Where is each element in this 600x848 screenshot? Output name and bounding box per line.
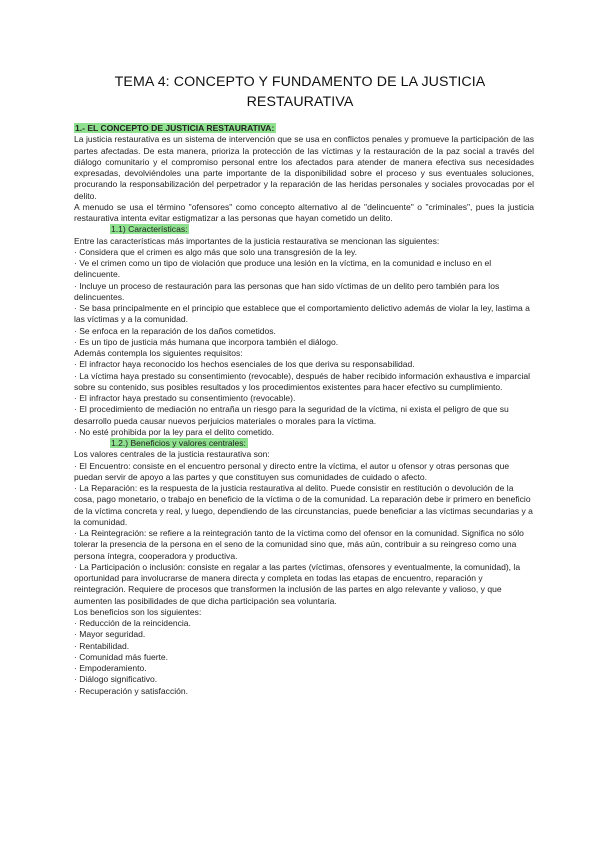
values-intro: Los valores centrales de la justicia restaurativa son: — [74, 449, 270, 460]
list-item: · Se enfoca en la reparación de los daños cometidos. — [74, 325, 276, 336]
list-item: · Es un tipo de justicia más humana que incorpora también el diálogo. — [74, 336, 339, 347]
list-item: · La Reparación: es la respuesta de la justicia restaurativa al delito. Puede consistir en restitución o devolución de la cosa, pago monetario, o trabajo en beneficio de la víctima o de la comunidad. La reparación debe ir primero en beneficio de la víctima concreta y real, y luego, dependiendo de las circunstancias, puede beneficiar a las víctimas secundarias y a la comunidad. — [74, 483, 533, 527]
list-item: · Rentabilidad. — [74, 640, 130, 651]
section-1-2-heading: 1.2.) Beneficios y valores centrales: — [111, 438, 246, 448]
list-item: · El infractor haya reconocido los hechos esenciales de los que deriva su responsabilidad. — [74, 359, 415, 370]
title-line-1: TEMA 4: CONCEPTO Y FUNDAMENTO DE LA JUSTICIA — [114, 74, 486, 90]
requirements-intro: Además contempla los siguientes requisitos: — [74, 348, 243, 358]
list-item: · Reducción de la reincidencia. — [74, 618, 191, 628]
page-title — [0, 72, 600, 112]
list-item: · Recuperación y satisfacción. — [74, 685, 189, 696]
title-line-2: RESTAURATIVA — [246, 94, 354, 110]
list-item: · Ve el crimen como un tipo de violación que produce una lesión en la víctima, en la comunidad e incluso en el delincuente. — [74, 258, 492, 280]
section-1-1-heading: 1.1) Características: — [111, 224, 188, 235]
list-item: · La víctima haya prestado su consentimiento (revocable), después de haber recibido información exhaustiva e imparcial sobre su contenido, sus posibles resultados y los procedimientos existentes para hacer efectivo su cumplimiento. — [74, 370, 531, 392]
characteristics-intro: Entre las características más importantes de la justicia restaurativa se mencionan las siguientes: — [74, 235, 440, 246]
list-item: · Empoderamiento. — [74, 663, 147, 673]
list-item: · Se basa principalmente en el principio que establece que el comportamiento delictivo además de violar la ley, lastima a las víctimas y a la comunidad. — [74, 303, 530, 325]
section-1-paragraph-1: La justicia restaurativa es un sistema de intervención que se usa en conflictos penales y promueve la participación de las partes afectadas. De esta manera, prioriza la protección de las víctimas y la restauración de la paz social a través del diálogo comunitario y el compromiso personal entre los afectados para atender de manera efectiva sus necesidades expresadas, devolviéndoles una parte importante de la disponibilidad sobre el proceso y sus eventuales soluciones, procurando la responsabilización del perpetrador y la reparación de las heridas personales y sociales provocadas por el delito. — [74, 134, 534, 201]
benefits-intro: Los beneficios son los siguientes: — [74, 606, 202, 617]
section-1-heading: 1.- EL CONCEPTO DE JUSTICIA RESTAURATIVA: — [75, 123, 275, 133]
list-item: · Mayor seguridad. — [74, 629, 146, 640]
list-item: · Diálogo significativo. — [74, 674, 158, 685]
list-item: · El Encuentro: consiste en el encuentro personal y directo entre la víctima, el autor u ofensor y otras personas que puedan servir de apoyo a las partes y que constituyen sus comunidades de cuidado o afecto. — [74, 460, 510, 482]
list-item: · La Participación o inclusión: consiste en regalar a las partes (víctimas, ofensores y eventualmente, la comunidad), la oportunidad para involucrarse de manera directa y completa en todas las etapas de encuentro, reparación y reintegración. Requiere de procesos que transformen la inclusión de las partes en algo relevante y valioso, y que aumenten las posibilidades de que dicha participación sea voluntaria. — [74, 561, 521, 606]
list-item: · Considera que el crimen es algo más que solo una transgresión de la ley. — [74, 246, 357, 257]
list-item: · Comunidad más fuerte. — [74, 651, 169, 662]
section-1-paragraph-2: A menudo se usa el término "ofensores" como concepto alternativo al de "delincuente" o "criminales", pues la justicia restaurativa intenta evitar estigmatizar a las personas que hayan cometido un delito. — [74, 201, 534, 223]
list-item: · La Reintegración: se refiere a la reintegración tanto de la víctima como del ofensor en la comunidad. Significa no sólo tolerar la presencia de la persona en el seno de la comunidad sino que, más aún, contribuir a su reingreso como una persona íntegra, cooperadora y productiva. — [74, 528, 524, 561]
list-item: · El procedimiento de mediación no entraña un riesgo para la seguridad de la víctima, ni exista el peligro de que su desarrollo pueda causar nuevos perjuicios materiales o morales para la víctima. — [74, 404, 509, 426]
list-item: · Incluye un proceso de restauración para las personas que han sido víctimas de un delito pero también para los delincuentes. — [74, 280, 500, 302]
list-item: · El infractor haya prestado su consentimiento (revocable). — [74, 393, 296, 403]
list-item: · No esté prohibida por la ley para el delito cometido. — [74, 426, 275, 437]
document-body — [74, 123, 534, 697]
